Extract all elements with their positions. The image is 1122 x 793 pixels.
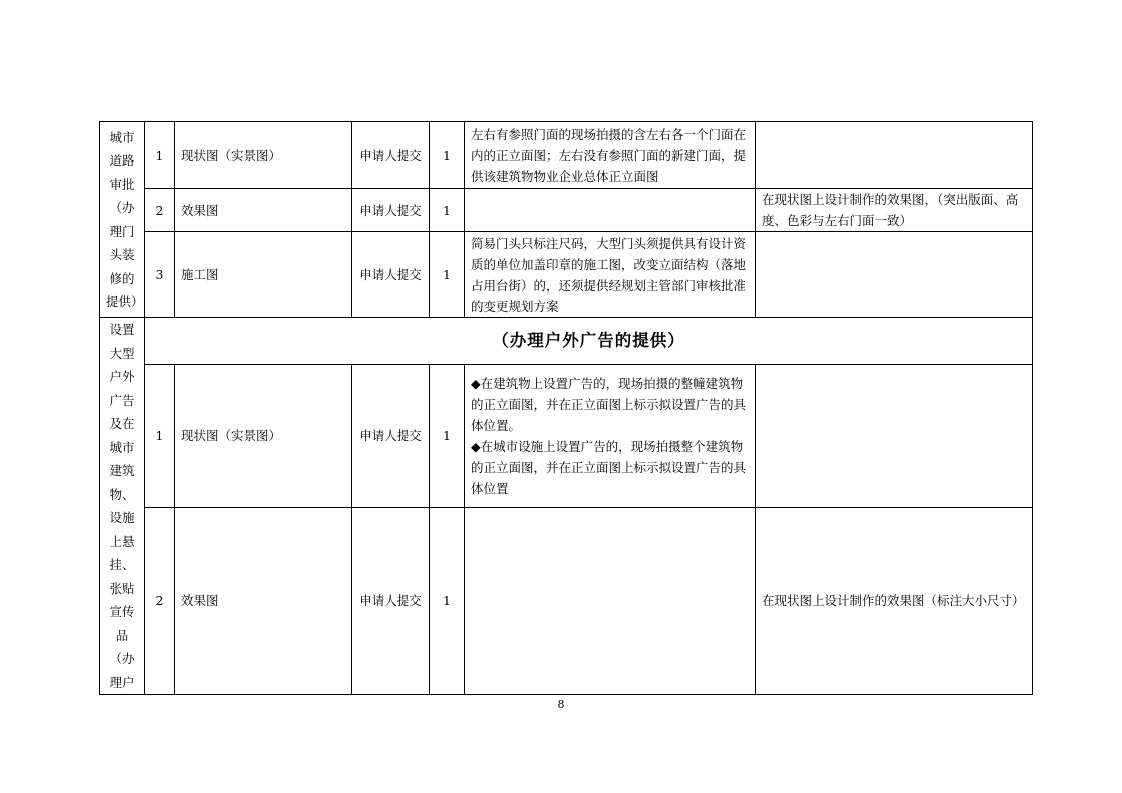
table-row bbox=[100, 122, 1033, 189]
copies-cell: 1 bbox=[430, 232, 465, 318]
material-name: 效果图 bbox=[175, 507, 352, 694]
requirement-item: ◆在城市设施上设置广告的，现场拍摄整个建筑物的正立面图，并在正立面图上标示拟设置广告的具体位置 bbox=[471, 438, 747, 496]
remark-cell bbox=[756, 364, 1033, 507]
row-number: 1 bbox=[145, 122, 175, 189]
requirement-cell: 简易门头只标注尺码，大型门头须提供具有设计资质的单位加盖印章的施工图，改变立面结构（落地占用台街）的，还须提供经规划主管部门审核批准的变更规划方案 bbox=[465, 232, 756, 318]
table-row bbox=[100, 507, 1033, 694]
requirement-cell: 左右有参照门面的现场拍摄的含左右各一个门面在内的正立面图；左右没有参照门面的新建门面，提供该建筑物物业企业总体正立面图 bbox=[465, 122, 756, 189]
page-number: 8 bbox=[557, 698, 565, 711]
remark-cell: 在现状图上设计制作的效果图，（突出版面、高度、色彩与左右门面一致） bbox=[756, 189, 1033, 232]
copies-cell: 1 bbox=[430, 364, 465, 507]
row-number: 2 bbox=[145, 189, 175, 232]
copies-cell: 1 bbox=[430, 507, 465, 694]
requirement-item: ◆在建筑物上设置广告的，现场拍摄的整幢建筑物的正立面图，并在正立面图上标示拟设置广告的具体位置。 bbox=[471, 375, 747, 433]
table-row bbox=[100, 232, 1033, 318]
section-row bbox=[100, 318, 1033, 365]
remark-cell bbox=[756, 122, 1033, 189]
table-row bbox=[100, 364, 1033, 507]
copies-cell: 1 bbox=[430, 122, 465, 189]
row-number: 1 bbox=[145, 364, 175, 507]
material-name: 现状图（实景图） bbox=[175, 364, 352, 507]
section-title: （办理户外广告的提供） bbox=[145, 318, 1033, 365]
table-row bbox=[100, 189, 1033, 232]
submitter-cell: 申请人提交 bbox=[352, 507, 430, 694]
requirement-cell bbox=[465, 189, 756, 232]
remark-cell bbox=[756, 232, 1033, 318]
remark-cell: 在现状图上设计制作的效果图（标注大小尺寸） bbox=[756, 507, 1033, 694]
requirement-cell bbox=[465, 507, 756, 694]
submitter-cell: 申请人提交 bbox=[352, 232, 430, 318]
category-cell-road-approval: 城市道路审批（办理门头装修的提供） bbox=[100, 122, 145, 318]
requirement-cell bbox=[465, 364, 756, 507]
submitter-cell: 申请人提交 bbox=[352, 364, 430, 507]
material-name: 效果图 bbox=[175, 189, 352, 232]
submitter-cell: 申请人提交 bbox=[352, 189, 430, 232]
material-name: 现状图（实景图） bbox=[175, 122, 352, 189]
material-name: 施工图 bbox=[175, 232, 352, 318]
submitter-cell: 申请人提交 bbox=[352, 122, 430, 189]
materials-table bbox=[99, 121, 1033, 695]
category-cell-outdoor-ads: 设置大型户外广告及在城市建筑物、设施上悬挂、张贴宣传品（办理户 bbox=[100, 318, 145, 695]
copies-cell: 1 bbox=[430, 189, 465, 232]
row-number: 3 bbox=[145, 232, 175, 318]
row-number: 2 bbox=[145, 507, 175, 694]
